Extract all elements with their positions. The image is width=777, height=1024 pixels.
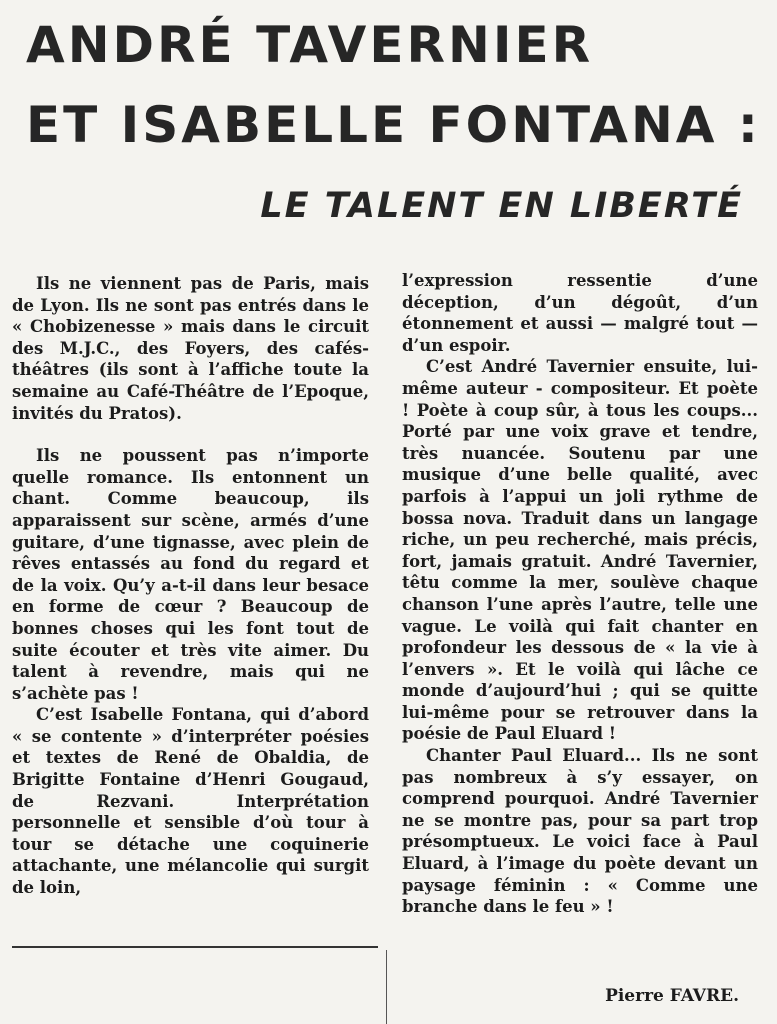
article-column-right [402, 270, 758, 918]
paragraph-isabelle: C’est Isabelle Fontana, qui d’abord « se contente » d’interpréter poésies et textes de René de Obaldia, de Brigitte Fontaine d’Henri Gougaud, de Rezvani. Interprétation personnelle et sensible d’où tour à tour se détache une coquinerie attachante, une mélancolie qui surgit de loin, [12, 705, 369, 898]
article-column-left [12, 273, 369, 899]
headline-line-1: ANDRÉ TAVERNIER [26, 16, 594, 74]
paragraph-continuation: l’expression ressentie d’une déception, d’un dégoût, d’un étonnement et aussi — malgré tout — d’un espoir. [402, 271, 758, 355]
paragraph-origins: Ils ne viennent pas de Paris, mais de Lyon. Ils ne sont pas entrés dans le « Chobizenesse » mais dans le circuit des M.J.C., des Foyers, des cafés-théâtres (ils sont à l’affiche toute la semaine au Café-Théâtre de l’Epoque, invités du Pratos). [12, 274, 369, 423]
paragraph-romance: Ils ne poussent pas n’importe quelle romance. Ils entonnent un chant. Comme beaucoup, ils apparaissent sur scène, armés d’une guitare, d’une tignasse, avec plein de rêves entassés au fond du regard et de la voix. Qu’y a-t-il dans leur besace en forme de cœur ? Beaucoup de bonnes choses qui les font tout de suite écouter et très vite aimer. Du talent à revendre, mais qui ne s’achète pas ! [12, 446, 369, 703]
column-end-rule [12, 946, 378, 948]
headline-line-2: ET ISABELLE FONTANA : [26, 96, 761, 154]
author-signature: Pierre FAVRE. [605, 986, 739, 1006]
subtitle: LE TALENT EN LIBERTÉ [260, 186, 743, 226]
paragraph-andre: C’est André Tavernier ensuite, lui-même auteur - compositeur. Et poète ! Poète à coup sûr, à tous les coups... Porté par une voix grave et tendre, très nuancée. Soutenu par une musique d’une belle qualité, avec parfois à l’appui un joli rythme de bossa nova. Traduit dans un langage riche, un peu recherché, mais précis, fort, jamais gratuit. André Tavernier, têtu comme la mer, soulève chaque chanson l’une après l’autre, telle une vague. Le voilà qui fait chanter en profondeur les dessous de « la vie à l’envers ». Et le voilà qui lâche ce monde d’aujourd’hui ; qui se quitte lui-même pour se retrouver dans la poésie de Paul Eluard ! [402, 357, 758, 744]
paragraph-eluard: Chanter Paul Eluard... Ils ne sont pas nombreux à s’y essayer, on comprend pourquoi. André Tavernier ne se montre pas, pour sa part trop présomptueux. Le voici face à Paul Eluard, à l’image du poète devant un paysage féminin : « Comme une branche dans le feu » ! [402, 746, 758, 917]
column-divider [386, 950, 387, 1024]
